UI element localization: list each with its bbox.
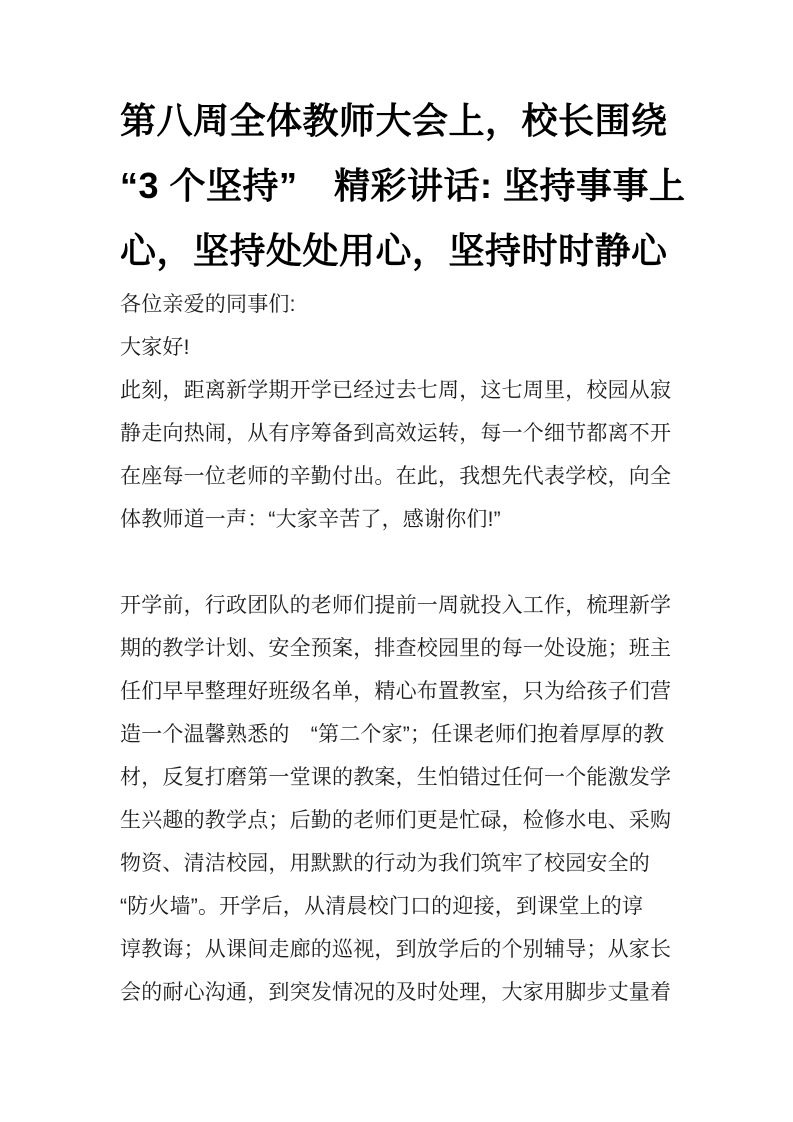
body-line: 生兴趣的教学点；后勤的老师们更是忙碌，检修水电、采购	[120, 809, 672, 832]
document-title	[120, 88, 686, 283]
body-line: 体教师道一声：“大家辛苦了，感谢你们!”	[120, 508, 501, 531]
title-line-3: 心，坚持处处用心，坚持时时静心	[120, 230, 668, 271]
body-line: 任们早早整理好班级名单，精心布置教室，只为给孩子们营	[120, 680, 672, 703]
body-line: 在座每一位老师的辛勤付出。在此，我想先代表学校，向全	[120, 465, 672, 488]
body-line: 会的耐心沟通，到突发情况的及时处理，大家用脚步丈量着	[120, 981, 672, 1004]
body-line: 此刻，距离新学期开学已经过去七周，这七周里，校园从寂	[120, 379, 672, 402]
blank-line	[120, 541, 676, 584]
body-line: 造一个温馨熟悉的 “第二个家”；任课老师们抱着厚厚的教	[120, 723, 665, 746]
body-line: 静走向热闹，从有序筹备到高效运转，每一个细节都离不开	[120, 422, 672, 445]
document-body	[120, 283, 676, 1014]
title-line-1: 第八周全体教师大会上，校长围绕	[120, 100, 668, 141]
title-line-2: “3 个坚持” 精彩讲话: 坚持事事上	[120, 165, 686, 206]
body-line: 期的教学计划、安全预案，排查校园里的每一处设施；班主	[120, 637, 672, 660]
document-content	[120, 88, 686, 1014]
body-line: 物资、清洁校园，用默默的行动为我们筑牢了校园安全的	[120, 852, 650, 875]
greeting-line: 大家好!	[120, 336, 190, 359]
body-line: “防火墙”。开学后，从清晨校门口的迎接，到课堂上的谆	[120, 895, 644, 918]
body-line: 开学前，行政团队的老师们提前一周就投入工作，梳理新学	[120, 594, 672, 617]
body-line: 谆教诲；从课间走廊的巡视，到放学后的个别辅导；从家长	[120, 938, 672, 961]
salutation-line: 各位亲爱的同事们:	[120, 293, 296, 316]
body-line: 材，反复打磨第一堂课的教案，生怕错过任何一个能激发学	[120, 766, 672, 789]
